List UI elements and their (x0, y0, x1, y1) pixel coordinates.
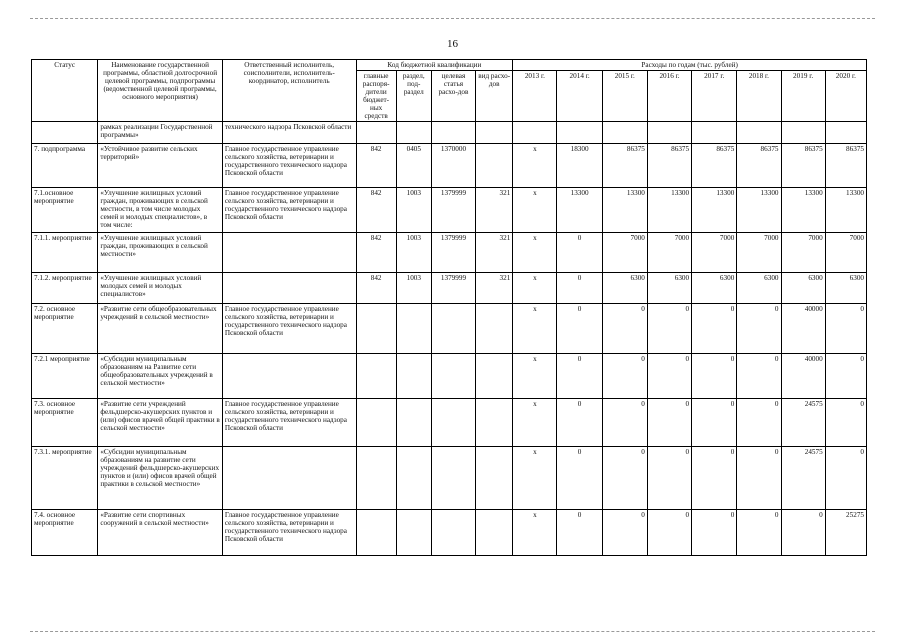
header-year-2016: 2016 г. (647, 71, 691, 122)
name-cell: «Субсидии муниципальным образованиям на развитие сети учреждений фельдшерско-акушерских пунктов и (или) офисов врачей общей практики в сельской местности» (98, 447, 223, 510)
header-expenses: Расходы по годам (тыс. рублей) (513, 60, 867, 71)
razdel-cell (396, 354, 431, 399)
year-value-cell: x (513, 233, 557, 273)
year-value-cell: 6300 (692, 273, 737, 304)
expense-type-cell: 321 (476, 188, 513, 233)
year-value-cell: 86375 (737, 144, 781, 188)
header-year-2015: 2015 г. (602, 71, 647, 122)
executor-cell: Главное государственное управление сельского хозяйства, ветеринарии и государственного технического надзора Псковской области (222, 304, 356, 354)
name-cell: «Устойчивое развитие сельских территорий» (98, 144, 223, 188)
page-number: 16 (447, 38, 458, 50)
target-article-cell (431, 510, 475, 556)
target-article-cell: 1370000 (431, 144, 475, 188)
target-article-cell (431, 122, 475, 144)
table-row (32, 447, 867, 510)
year-value-cell: 0 (647, 399, 691, 447)
expense-type-cell (476, 399, 513, 447)
year-value-cell: 0 (781, 510, 825, 556)
executor-cell (222, 354, 356, 399)
year-value-cell: 0 (647, 510, 691, 556)
year-value-cell: 6300 (602, 273, 647, 304)
header-executor: Ответственный исполнитель, соисполнители, исполнитель-координатор, исполнитель (222, 60, 356, 122)
year-value-cell: 0 (737, 354, 781, 399)
header-status: Статус (32, 60, 98, 122)
year-value-cell: 40000 (781, 354, 825, 399)
name-cell: «Развитие сети учреждений фельдшерско-акушерских пунктов и (или) офисов врачей общей практики в сельской местности» (98, 399, 223, 447)
target-article-cell (431, 447, 475, 510)
year-value-cell: 0 (602, 304, 647, 354)
expense-type-cell (476, 304, 513, 354)
header-name: Наименование государственной программы, областной долгосрочной целевой программы, подпрограммы (ведомственной целевой программы, основного мероприятия) (98, 60, 223, 122)
year-value-cell (647, 122, 691, 144)
header-grbs: главные распоря-дители бюджет-ных средств (356, 71, 396, 122)
year-value-cell: 0 (825, 354, 866, 399)
year-value-cell: 13300 (602, 188, 647, 233)
year-value-cell: 7000 (602, 233, 647, 273)
year-value-cell: x (513, 304, 557, 354)
header-target-article: целевая статья расхо-дов (431, 71, 475, 122)
year-value-cell: 0 (647, 354, 691, 399)
razdel-cell (396, 447, 431, 510)
year-value-cell: 7000 (647, 233, 691, 273)
header-expense-type: вид расхо-дов (476, 71, 513, 122)
status-cell: 7.2.1 мероприятие (32, 354, 98, 399)
year-value-cell: 0 (692, 510, 737, 556)
year-value-cell: 0 (602, 399, 647, 447)
year-value-cell: 0 (602, 510, 647, 556)
name-cell: «Улучшение жилищных условий граждан, проживающих в сельской местности, в том числе молодых семей и молодых специалистов», в том числе: (98, 188, 223, 233)
year-value-cell: 86375 (825, 144, 866, 188)
grbs-cell (356, 304, 396, 354)
grbs-cell: 842 (356, 273, 396, 304)
razdel-cell: 1003 (396, 273, 431, 304)
table-row (32, 399, 867, 447)
year-value-cell: 6300 (737, 273, 781, 304)
year-value-cell: 24575 (781, 447, 825, 510)
expense-type-cell (476, 510, 513, 556)
grbs-cell (356, 399, 396, 447)
status-cell: 7. подпрограмма (32, 144, 98, 188)
grbs-cell (356, 354, 396, 399)
header-year-2019: 2019 г. (781, 71, 825, 122)
year-value-cell: 0 (557, 510, 602, 556)
table-row (32, 144, 867, 188)
year-value-cell: 0 (647, 447, 691, 510)
year-value-cell: 0 (737, 510, 781, 556)
year-value-cell (692, 122, 737, 144)
year-value-cell: 0 (825, 304, 866, 354)
year-value-cell: 40000 (781, 304, 825, 354)
year-value-cell: 86375 (647, 144, 691, 188)
table-row (32, 188, 867, 233)
year-value-cell: 0 (602, 354, 647, 399)
year-value-cell: 86375 (781, 144, 825, 188)
executor-cell: технического надзора Псковской области (222, 122, 356, 144)
year-value-cell: 6300 (647, 273, 691, 304)
year-value-cell: x (513, 188, 557, 233)
header-year-2018: 2018 г. (737, 71, 781, 122)
year-value-cell: 0 (557, 304, 602, 354)
year-value-cell: 0 (557, 399, 602, 447)
year-value-cell: 0 (692, 447, 737, 510)
expense-type-cell: 321 (476, 273, 513, 304)
grbs-cell: 842 (356, 233, 396, 273)
status-cell: 7.1.1. мероприятие (32, 233, 98, 273)
name-cell: «Развитие сети спортивных сооружений в сельской местности» (98, 510, 223, 556)
header-razdel: раздел, под-раздел (396, 71, 431, 122)
year-value-cell: 0 (602, 447, 647, 510)
name-cell: «Улучшение жилищных условий граждан, проживающих в сельской местности» (98, 233, 223, 273)
name-cell: «Развитие сети общеобразовательных учреждений в сельской местности» (98, 304, 223, 354)
expense-type-cell (476, 144, 513, 188)
expense-type-cell (476, 447, 513, 510)
year-value-cell: x (513, 399, 557, 447)
target-article-cell: 1379999 (431, 188, 475, 233)
grbs-cell (356, 510, 396, 556)
year-value-cell: x (513, 447, 557, 510)
year-value-cell: 0 (692, 354, 737, 399)
executor-cell (222, 233, 356, 273)
table-row (32, 273, 867, 304)
scan-artifact-top (30, 18, 875, 19)
year-value-cell: 13300 (825, 188, 866, 233)
year-value-cell: 0 (557, 354, 602, 399)
year-value-cell (602, 122, 647, 144)
year-value-cell: 0 (647, 304, 691, 354)
year-value-cell: x (513, 273, 557, 304)
target-article-cell (431, 399, 475, 447)
year-value-cell: 13300 (737, 188, 781, 233)
status-cell: 7.2. основное мероприятие (32, 304, 98, 354)
grbs-cell: 842 (356, 144, 396, 188)
year-value-cell: 0 (737, 447, 781, 510)
year-value-cell (781, 122, 825, 144)
name-cell: «Субсидии муниципальным образованиям на Развитие сети общеобразовательных учреждений в сельской местности» (98, 354, 223, 399)
year-value-cell: 7000 (737, 233, 781, 273)
year-value-cell: 24575 (781, 399, 825, 447)
year-value-cell: 7000 (692, 233, 737, 273)
executor-cell: Главное государственное управление сельского хозяйства, ветеринарии и государственного технического надзора Псковской области (222, 510, 356, 556)
year-value-cell: 13300 (781, 188, 825, 233)
year-value-cell: x (513, 510, 557, 556)
year-value-cell: 0 (557, 273, 602, 304)
grbs-cell: 842 (356, 188, 396, 233)
year-value-cell: x (513, 144, 557, 188)
year-value-cell: 0 (825, 447, 866, 510)
target-article-cell: 1379999 (431, 233, 475, 273)
header-year-2020: 2020 г. (825, 71, 866, 122)
year-value-cell: 25275 (825, 510, 866, 556)
year-value-cell: 0 (557, 447, 602, 510)
executor-cell: Главное государственное управление сельского хозяйства, ветеринарии и государственного технического надзора Псковской области (222, 399, 356, 447)
header-year-2017: 2017 г. (692, 71, 737, 122)
grbs-cell (356, 447, 396, 510)
executor-cell: Главное государственное управление сельского хозяйства, ветеринарии и государственного технического надзора Псковской области (222, 188, 356, 233)
year-value-cell: 13300 (647, 188, 691, 233)
name-cell: «Улучшение жилищных условий молодых семей и молодых специалистов» (98, 273, 223, 304)
header-year-2013: 2013 г. (513, 71, 557, 122)
executor-cell (222, 273, 356, 304)
year-value-cell: 0 (737, 304, 781, 354)
year-value-cell: 7000 (781, 233, 825, 273)
year-value-cell: 13300 (557, 188, 602, 233)
table-row (32, 510, 867, 556)
year-value-cell: 0 (692, 399, 737, 447)
table-row (32, 354, 867, 399)
status-cell: 7.1.2. мероприятие (32, 273, 98, 304)
razdel-cell (396, 122, 431, 144)
expense-type-cell (476, 122, 513, 144)
target-article-cell (431, 354, 475, 399)
year-value-cell: 13300 (692, 188, 737, 233)
header-year-2014: 2014 г. (557, 71, 602, 122)
table-row (32, 304, 867, 354)
year-value-cell: x (513, 354, 557, 399)
year-value-cell (513, 122, 557, 144)
status-cell: 7.3. основное мероприятие (32, 399, 98, 447)
year-value-cell: 86375 (692, 144, 737, 188)
razdel-cell: 0405 (396, 144, 431, 188)
year-value-cell: 86375 (602, 144, 647, 188)
target-article-cell: 1379999 (431, 273, 475, 304)
status-cell: 7.4. основное мероприятие (32, 510, 98, 556)
year-value-cell (737, 122, 781, 144)
header-budget-code: Код бюджетной квалификации (356, 60, 513, 71)
grbs-cell (356, 122, 396, 144)
razdel-cell: 1003 (396, 188, 431, 233)
status-cell: 7.1.основное мероприятие (32, 188, 98, 233)
name-cell: рамках реализации Государственной программы» (98, 122, 223, 144)
year-value-cell (825, 122, 866, 144)
razdel-cell (396, 510, 431, 556)
expense-type-cell: 321 (476, 233, 513, 273)
executor-cell: Главное государственное управление сельского хозяйства, ветеринарии и государственного технического надзора Псковской области (222, 144, 356, 188)
executor-cell (222, 447, 356, 510)
scan-artifact-bottom (30, 631, 875, 632)
year-value-cell: 18300 (557, 144, 602, 188)
year-value-cell: 0 (737, 399, 781, 447)
header-row-1 (32, 60, 867, 71)
status-cell (32, 122, 98, 144)
razdel-cell (396, 304, 431, 354)
year-value-cell (557, 122, 602, 144)
expense-type-cell (476, 354, 513, 399)
budget-table (31, 59, 867, 556)
status-cell: 7.3.1. мероприятие (32, 447, 98, 510)
year-value-cell: 6300 (781, 273, 825, 304)
razdel-cell: 1003 (396, 233, 431, 273)
table-row (32, 122, 867, 144)
razdel-cell (396, 399, 431, 447)
year-value-cell: 0 (692, 304, 737, 354)
year-value-cell: 0 (557, 233, 602, 273)
year-value-cell: 6300 (825, 273, 866, 304)
year-value-cell: 0 (825, 399, 866, 447)
target-article-cell (431, 304, 475, 354)
year-value-cell: 7000 (825, 233, 866, 273)
table-row (32, 233, 867, 273)
